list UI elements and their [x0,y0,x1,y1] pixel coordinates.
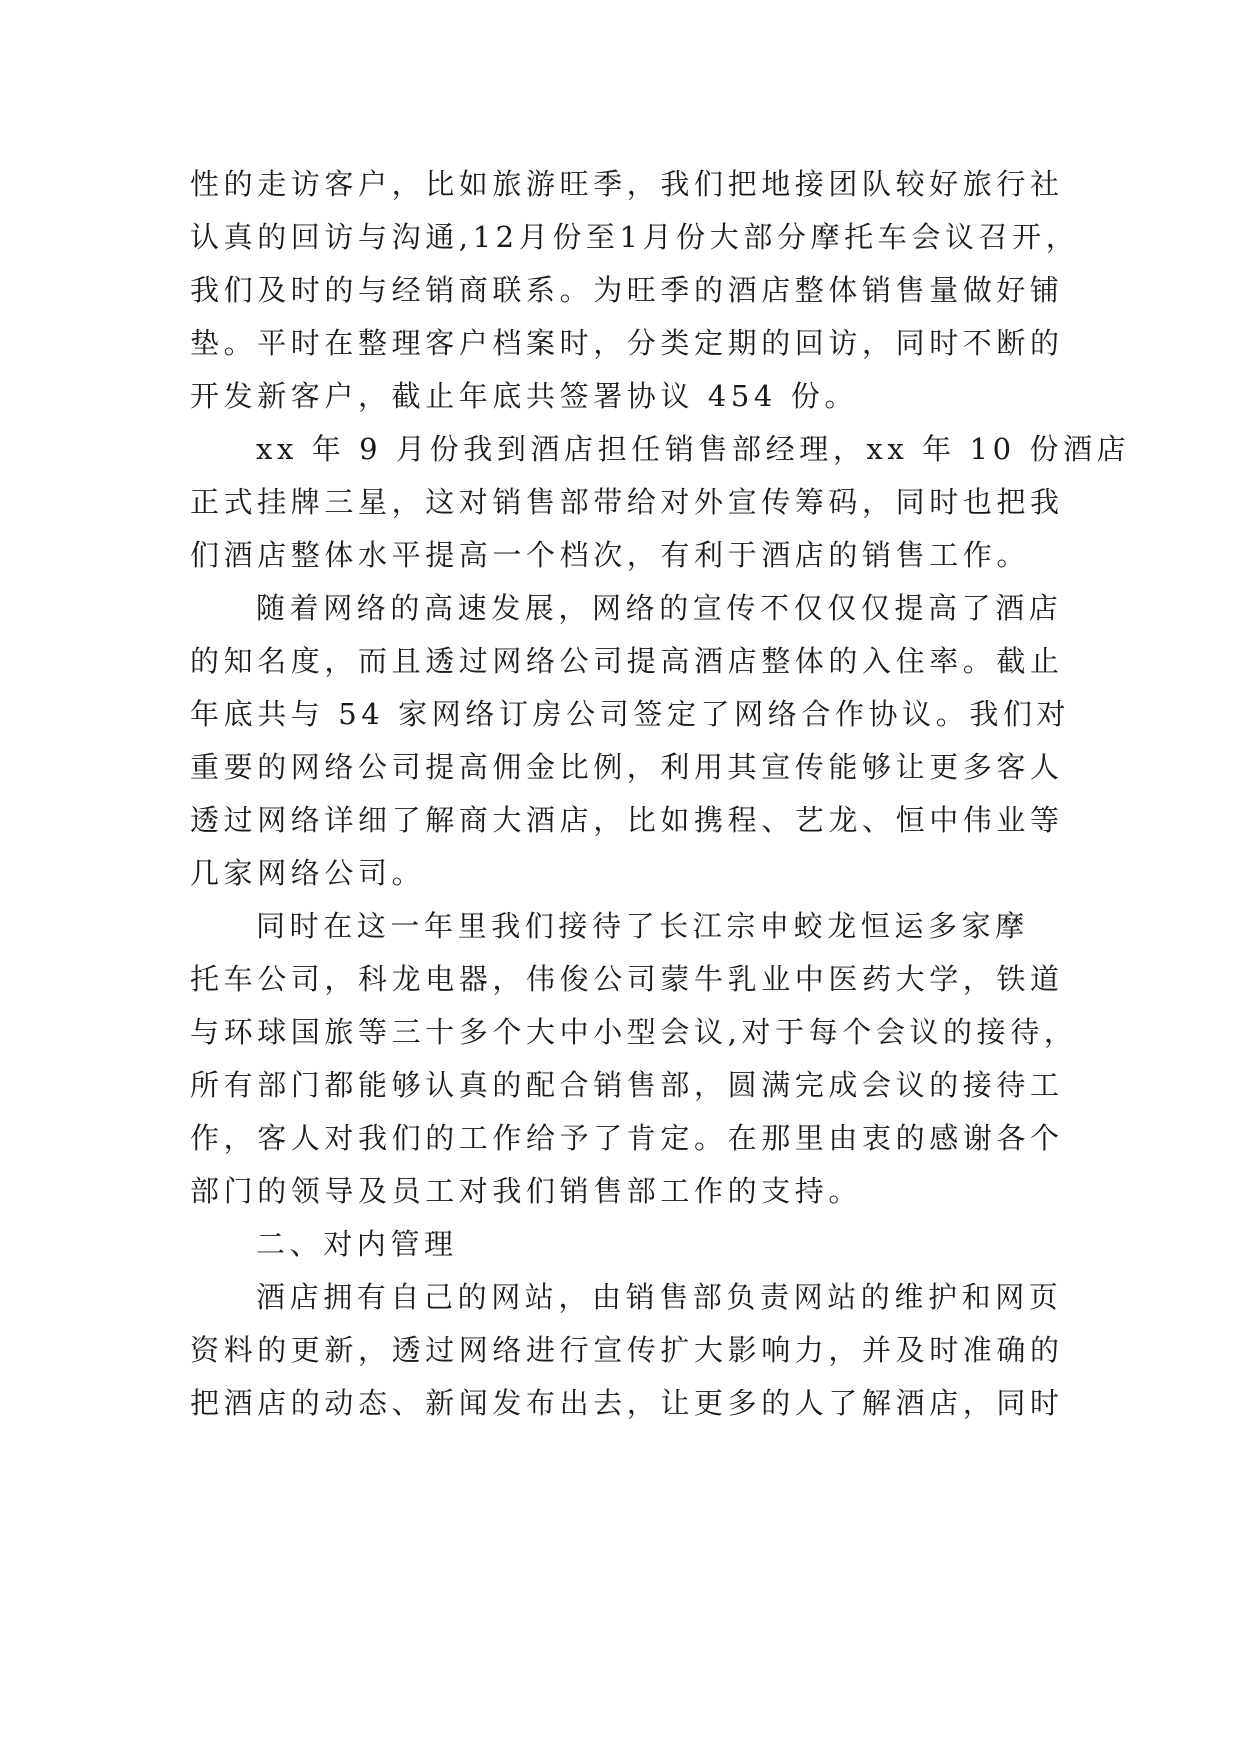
paragraph-first-line: 酒店拥有自己的网站，由销售部负责网站的维护和网页 [256,1280,1063,1314]
text-line: 开发新客户，截止年底共签署协议 454 份。 [190,379,858,413]
text-line: 垫。平时在整理客户档案时，分类定期的回访，同时不断的 [190,326,1064,360]
section-heading: 二、对内管理 [256,1227,458,1261]
text-line: 作，客人对我们的工作给予了肯定。在那里由衷的感谢各个 [190,1121,1064,1155]
text-line: 们酒店整体水平提高一个档次，有利于酒店的销售工作。 [190,538,1031,572]
text-line: 透过网络详细了解商大酒店，比如携程、艺龙、恒中伟业等 [190,803,1064,837]
text-line: 部门的领导及员工对我们销售部工作的支持。 [190,1174,863,1208]
text-line: 资料的更新，透过网络进行宣传扩大影响力，并及时准确的 [190,1333,1064,1367]
text-line: 年底共与 54 家网络订房公司签定了网络合作协议。我们对 [190,697,1071,731]
paragraph-first-line: 随着网络的高速发展，网络的宣传不仅仅仅提高了酒店 [256,591,1063,625]
text-line: 正式挂牌三星，这对销售部带给对外宣传筹码，同时也把我 [190,485,1064,519]
text-line: 所有部门都能够认真的配合销售部，圆满完成会议的接待工 [190,1068,1064,1102]
document-body [190,158,1131,1430]
text-line: 把酒店的动态、新闻发布出去，让更多的人了解酒店，同时 [190,1386,1064,1420]
paragraph-first-line: xx 年 9 月份我到酒店担任销售部经理，xx 年 10 份酒店 [256,432,1131,466]
text-line: 重要的网络公司提高佣金比例，利用其宣传能够让更多客人 [190,750,1064,784]
text-line: 几家网络公司。 [190,856,426,890]
text-line: 与环球国旅等三十多个大中小型会议,对于每个会议的接待， [190,1015,1078,1049]
text-line: 认真的回访与沟通,12月份至1月份大部分摩托车会议召开， [190,220,1080,254]
text-line: 的知名度，而且透过网络公司提高酒店整体的入住率。截止 [190,644,1064,678]
text-line: 托车公司，科龙电器，伟俊公司蒙牛乳业中医药大学，铁道 [190,962,1064,996]
text-line: 我们及时的与经销商联系。为旺季的酒店整体销售量做好铺 [190,273,1064,307]
text-line: 性的走访客户，比如旅游旺季，我们把地接团队较好旅行社 [190,167,1064,201]
paragraph-first-line: 同时在这一年里我们接待了长江宗申蛟龙恒运多家摩 [256,909,1029,943]
